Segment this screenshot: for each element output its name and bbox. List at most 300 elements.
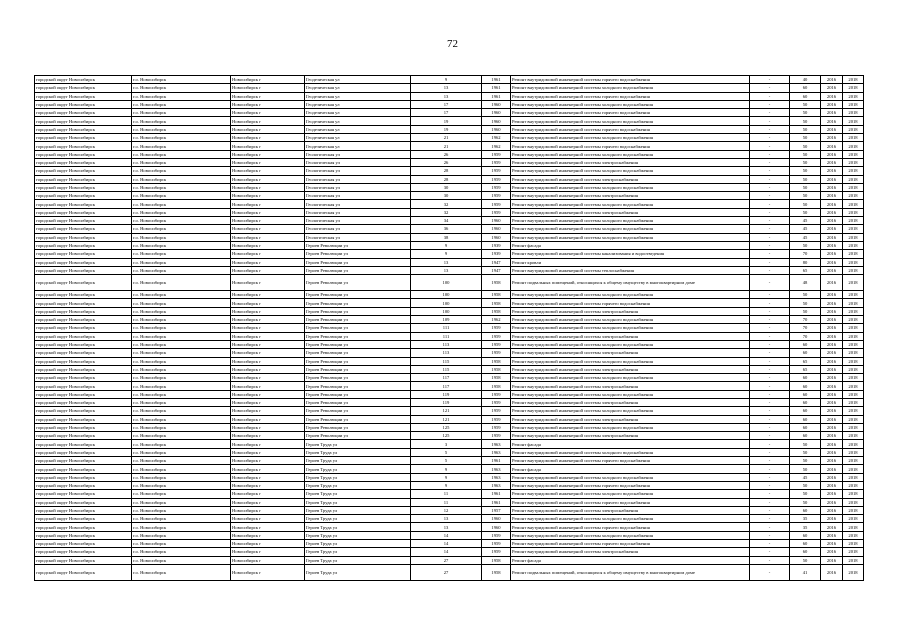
end-year-cell: 2018 xyxy=(843,340,864,348)
end-year-cell: 2018 xyxy=(843,225,864,233)
dash-cell: - xyxy=(750,150,790,158)
city-cell: Новосибирск г xyxy=(231,564,305,580)
municipality-cell: г.о. Новосибирск xyxy=(132,291,231,299)
table-row xyxy=(35,457,864,465)
end-year-cell: 2018 xyxy=(843,117,864,125)
value-cell: 50 xyxy=(790,465,821,473)
table-row xyxy=(35,506,864,514)
start-year-cell: 2016 xyxy=(821,266,843,274)
house-number-cell: 30 xyxy=(411,183,482,191)
dash-cell: - xyxy=(750,84,790,92)
city-cell: Новосибирск г xyxy=(231,266,305,274)
table-row xyxy=(35,324,864,332)
municipality-cell: г.о. Новосибирск xyxy=(132,241,231,249)
end-year-cell: 2018 xyxy=(843,183,864,191)
start-year-cell: 2016 xyxy=(821,183,843,191)
work-type-cell: Ремонт внутридомовой инженерной системы электроснабжения xyxy=(511,415,750,423)
table-row xyxy=(35,109,864,117)
end-year-cell: 2018 xyxy=(843,556,864,564)
work-type-cell: Ремонт кровли xyxy=(511,258,750,266)
value-cell: 60 xyxy=(790,548,821,556)
work-type-cell: Ремонт внутридомовой инженерной системы электроснабжения xyxy=(511,175,750,183)
municipality-cell: г.о. Новосибирск xyxy=(132,506,231,514)
start-year-cell: 2016 xyxy=(821,498,843,506)
street-cell: Геологическая ул xyxy=(305,175,411,183)
street-cell: Героев Революции ул xyxy=(305,357,411,365)
start-year-cell: 2016 xyxy=(821,506,843,514)
value-cell: 70 xyxy=(790,332,821,340)
table-row xyxy=(35,465,864,473)
municipality-cell: г.о. Новосибирск xyxy=(132,374,231,382)
city-cell: Новосибирск г xyxy=(231,208,305,216)
capital-repair-table xyxy=(34,75,864,581)
table-row xyxy=(35,432,864,440)
end-year-cell: 2018 xyxy=(843,332,864,340)
end-year-cell: 2018 xyxy=(843,134,864,142)
street-cell: Геодезическая ул xyxy=(305,84,411,92)
build-year-cell: 1961 xyxy=(482,84,511,92)
district-cell: городской округ Новосибирск xyxy=(35,100,132,108)
table-row xyxy=(35,125,864,133)
city-cell: Новосибирск г xyxy=(231,398,305,406)
district-cell: городской округ Новосибирск xyxy=(35,200,132,208)
district-cell: городской округ Новосибирск xyxy=(35,125,132,133)
district-cell: городской округ Новосибирск xyxy=(35,291,132,299)
city-cell: Новосибирск г xyxy=(231,192,305,200)
municipality-cell: г.о. Новосибирск xyxy=(132,200,231,208)
work-type-cell: Ремонт внутридомовой инженерной системы холодного водоснабжения xyxy=(511,531,750,539)
house-number-cell: 115 xyxy=(411,365,482,373)
start-year-cell: 2016 xyxy=(821,365,843,373)
district-cell: городской округ Новосибирск xyxy=(35,382,132,390)
house-number-cell: 32 xyxy=(411,200,482,208)
dash-cell: - xyxy=(750,498,790,506)
house-number-cell: 121 xyxy=(411,415,482,423)
value-cell: 50 xyxy=(790,200,821,208)
house-number-cell: 5 xyxy=(411,448,482,456)
start-year-cell: 2016 xyxy=(821,117,843,125)
district-cell: городской округ Новосибирск xyxy=(35,134,132,142)
work-type-cell: Ремонт фасада xyxy=(511,440,750,448)
end-year-cell: 2018 xyxy=(843,275,864,291)
work-type-cell: Ремонт внутридомовой инженерной системы холодного водоснабжения xyxy=(511,473,750,481)
work-type-cell: Ремонт внутридомовой инженерной системы теплоснабжения xyxy=(511,266,750,274)
start-year-cell: 2016 xyxy=(821,217,843,225)
street-cell: Героев Революции ул xyxy=(305,398,411,406)
start-year-cell: 2016 xyxy=(821,258,843,266)
start-year-cell: 2016 xyxy=(821,291,843,299)
dash-cell: - xyxy=(750,523,790,531)
house-number-cell: 28 xyxy=(411,167,482,175)
city-cell: Новосибирск г xyxy=(231,84,305,92)
table-row xyxy=(35,299,864,307)
municipality-cell: г.о. Новосибирск xyxy=(132,109,231,117)
value-cell: 50 xyxy=(790,457,821,465)
street-cell: Героев Труда ул xyxy=(305,481,411,489)
district-cell: городской округ Новосибирск xyxy=(35,266,132,274)
start-year-cell: 2016 xyxy=(821,548,843,556)
city-cell: Новосибирск г xyxy=(231,349,305,357)
end-year-cell: 2018 xyxy=(843,498,864,506)
house-number-cell: 14 xyxy=(411,531,482,539)
district-cell: городской округ Новосибирск xyxy=(35,515,132,523)
build-year-cell: 1959 xyxy=(482,200,511,208)
build-year-cell: 1959 xyxy=(482,423,511,431)
street-cell: Героев Революции ул xyxy=(305,340,411,348)
city-cell: Новосибирск г xyxy=(231,423,305,431)
start-year-cell: 2016 xyxy=(821,515,843,523)
start-year-cell: 2016 xyxy=(821,415,843,423)
city-cell: Новосибирск г xyxy=(231,432,305,440)
end-year-cell: 2018 xyxy=(843,266,864,274)
district-cell: городской округ Новосибирск xyxy=(35,390,132,398)
work-type-cell: Ремонт внутридомовой инженерной системы горячего водоснабжения xyxy=(511,540,750,548)
build-year-cell: 1960 xyxy=(482,100,511,108)
street-cell: Геодезическая ул xyxy=(305,134,411,142)
district-cell: городской округ Новосибирск xyxy=(35,258,132,266)
start-year-cell: 2016 xyxy=(821,481,843,489)
municipality-cell: г.о. Новосибирск xyxy=(132,316,231,324)
district-cell: городской округ Новосибирск xyxy=(35,307,132,315)
dash-cell: - xyxy=(750,440,790,448)
end-year-cell: 2018 xyxy=(843,390,864,398)
value-cell: 70 xyxy=(790,250,821,258)
table-row xyxy=(35,531,864,539)
dash-cell: - xyxy=(750,134,790,142)
city-cell: Новосибирск г xyxy=(231,92,305,100)
value-cell: 50 xyxy=(790,192,821,200)
house-number-cell: 36 xyxy=(411,225,482,233)
house-number-cell: 19 xyxy=(411,125,482,133)
start-year-cell: 2016 xyxy=(821,473,843,481)
end-year-cell: 2018 xyxy=(843,76,864,84)
end-year-cell: 2018 xyxy=(843,523,864,531)
build-year-cell: 1958 xyxy=(482,307,511,315)
end-year-cell: 2018 xyxy=(843,440,864,448)
street-cell: Героев Революции ул xyxy=(305,266,411,274)
start-year-cell: 2016 xyxy=(821,390,843,398)
street-cell: Геологическая ул xyxy=(305,217,411,225)
dash-cell: - xyxy=(750,100,790,108)
table-row xyxy=(35,332,864,340)
dash-cell: - xyxy=(750,556,790,564)
work-type-cell: Ремонт внутридомовой инженерной системы холодного водоснабжения xyxy=(511,84,750,92)
end-year-cell: 2018 xyxy=(843,192,864,200)
table-row xyxy=(35,307,864,315)
value-cell: 60 xyxy=(790,390,821,398)
municipality-cell: г.о. Новосибирск xyxy=(132,258,231,266)
work-type-cell: Ремонт внутридомовой инженерной системы электроснабжения xyxy=(511,382,750,390)
street-cell: Героев Труда ул xyxy=(305,556,411,564)
street-cell: Героев Революции ул xyxy=(305,299,411,307)
table-row xyxy=(35,92,864,100)
house-number-cell: 21 xyxy=(411,134,482,142)
value-cell: 60 xyxy=(790,84,821,92)
municipality-cell: г.о. Новосибирск xyxy=(132,465,231,473)
build-year-cell: 1959 xyxy=(482,398,511,406)
start-year-cell: 2016 xyxy=(821,457,843,465)
district-cell: городской округ Новосибирск xyxy=(35,225,132,233)
build-year-cell: 1963 xyxy=(482,448,511,456)
value-cell: 50 xyxy=(790,241,821,249)
end-year-cell: 2018 xyxy=(843,167,864,175)
house-number-cell: 11 xyxy=(411,498,482,506)
house-number-cell: 109 xyxy=(411,316,482,324)
house-number-cell: 30 xyxy=(411,192,482,200)
end-year-cell: 2018 xyxy=(843,100,864,108)
dash-cell: - xyxy=(750,208,790,216)
house-number-cell: 113 xyxy=(411,349,482,357)
dash-cell: - xyxy=(750,423,790,431)
district-cell: городской округ Новосибирск xyxy=(35,498,132,506)
house-number-cell: 19 xyxy=(411,117,482,125)
district-cell: городской округ Новосибирск xyxy=(35,167,132,175)
municipality-cell: г.о. Новосибирск xyxy=(132,217,231,225)
value-cell: 70 xyxy=(790,324,821,332)
street-cell: Героев Революции ул xyxy=(305,307,411,315)
end-year-cell: 2018 xyxy=(843,158,864,166)
house-number-cell: 11 xyxy=(411,490,482,498)
work-type-cell: Ремонт внутридомовой инженерной системы холодного водоснабжения xyxy=(511,324,750,332)
table-row xyxy=(35,398,864,406)
city-cell: Новосибирск г xyxy=(231,506,305,514)
street-cell: Героев Труда ул xyxy=(305,448,411,456)
municipality-cell: г.о. Новосибирск xyxy=(132,423,231,431)
district-cell: городской округ Новосибирск xyxy=(35,250,132,258)
dash-cell: - xyxy=(750,291,790,299)
value-cell: 70 xyxy=(790,316,821,324)
city-cell: Новосибирск г xyxy=(231,332,305,340)
start-year-cell: 2016 xyxy=(821,200,843,208)
table-row xyxy=(35,481,864,489)
table-row xyxy=(35,556,864,564)
start-year-cell: 2016 xyxy=(821,233,843,241)
work-type-cell: Ремонт внутридомовой инженерной системы горячего водоснабжения xyxy=(511,125,750,133)
work-type-cell: Ремонт внутридомовой инженерной системы горячего водоснабжения xyxy=(511,523,750,531)
house-number-cell: 34 xyxy=(411,217,482,225)
municipality-cell: г.о. Новосибирск xyxy=(132,448,231,456)
city-cell: Новосибирск г xyxy=(231,117,305,125)
municipality-cell: г.о. Новосибирск xyxy=(132,365,231,373)
district-cell: городской округ Новосибирск xyxy=(35,84,132,92)
city-cell: Новосибирск г xyxy=(231,158,305,166)
dash-cell: - xyxy=(750,506,790,514)
district-cell: городской округ Новосибирск xyxy=(35,349,132,357)
build-year-cell: 1959 xyxy=(482,415,511,423)
work-type-cell: Ремонт внутридомовой инженерной системы горячего водоснабжения xyxy=(511,299,750,307)
value-cell: 60 xyxy=(790,423,821,431)
dash-cell: - xyxy=(750,448,790,456)
table-row xyxy=(35,192,864,200)
municipality-cell: г.о. Новосибирск xyxy=(132,382,231,390)
district-cell: городской округ Новосибирск xyxy=(35,241,132,249)
city-cell: Новосибирск г xyxy=(231,76,305,84)
work-type-cell: Ремонт внутридомовой инженерной системы горячего водоснабжения xyxy=(511,142,750,150)
house-number-cell: 26 xyxy=(411,150,482,158)
street-cell: Геодезическая ул xyxy=(305,142,411,150)
municipality-cell: г.о. Новосибирск xyxy=(132,125,231,133)
table-row xyxy=(35,84,864,92)
build-year-cell: 1939 xyxy=(482,241,511,249)
work-type-cell: Ремонт внутридомовой инженерной системы электроснабжения xyxy=(511,398,750,406)
dash-cell: - xyxy=(750,548,790,556)
house-number-cell: 9 xyxy=(411,76,482,84)
work-type-cell: Ремонт внутридомовой инженерной системы холодного водоснабжения xyxy=(511,316,750,324)
district-cell: городской округ Новосибирск xyxy=(35,564,132,580)
city-cell: Новосибирск г xyxy=(231,365,305,373)
end-year-cell: 2018 xyxy=(843,142,864,150)
value-cell: 40 xyxy=(790,76,821,84)
district-cell: городской округ Новосибирск xyxy=(35,540,132,548)
district-cell: городской округ Новосибирск xyxy=(35,531,132,539)
work-type-cell: Ремонт фасада xyxy=(511,241,750,249)
work-type-cell: Ремонт внутридомовой инженерной системы холодного водоснабжения xyxy=(511,448,750,456)
house-number-cell: 117 xyxy=(411,374,482,382)
end-year-cell: 2018 xyxy=(843,423,864,431)
start-year-cell: 2016 xyxy=(821,432,843,440)
table-row xyxy=(35,349,864,357)
table-row xyxy=(35,217,864,225)
house-number-cell: 125 xyxy=(411,423,482,431)
municipality-cell: г.о. Новосибирск xyxy=(132,457,231,465)
table-row xyxy=(35,498,864,506)
value-cell: 50 xyxy=(790,125,821,133)
municipality-cell: г.о. Новосибирск xyxy=(132,398,231,406)
table-row xyxy=(35,258,864,266)
work-type-cell: Ремонт внутридомовой инженерной системы горячего водоснабжения xyxy=(511,109,750,117)
dash-cell: - xyxy=(750,531,790,539)
build-year-cell: 1959 xyxy=(482,167,511,175)
dash-cell: - xyxy=(750,117,790,125)
municipality-cell: г.о. Новосибирск xyxy=(132,117,231,125)
table-body xyxy=(35,76,864,581)
city-cell: Новосибирск г xyxy=(231,167,305,175)
city-cell: Новосибирск г xyxy=(231,175,305,183)
city-cell: Новосибирск г xyxy=(231,457,305,465)
build-year-cell: 1958 xyxy=(482,365,511,373)
house-number-cell: 32 xyxy=(411,208,482,216)
end-year-cell: 2018 xyxy=(843,481,864,489)
build-year-cell: 1958 xyxy=(482,564,511,580)
start-year-cell: 2016 xyxy=(821,84,843,92)
street-cell: Геодезическая ул xyxy=(305,100,411,108)
city-cell: Новосибирск г xyxy=(231,200,305,208)
table-row xyxy=(35,490,864,498)
work-type-cell: Ремонт внутридомовой инженерной системы холодного водоснабжения xyxy=(511,407,750,415)
table-row xyxy=(35,134,864,142)
dash-cell: - xyxy=(750,357,790,365)
district-cell: городской округ Новосибирск xyxy=(35,407,132,415)
district-cell: городской округ Новосибирск xyxy=(35,398,132,406)
street-cell: Геологическая ул xyxy=(305,225,411,233)
house-number-cell: 13 xyxy=(411,515,482,523)
work-type-cell: Ремонт внутридомовой инженерной системы горячего водоснабжения xyxy=(511,481,750,489)
table-row xyxy=(35,357,864,365)
table-row xyxy=(35,142,864,150)
work-type-cell: Ремонт внутридомовой инженерной системы горячего водоснабжения xyxy=(511,76,750,84)
district-cell: городской округ Новосибирск xyxy=(35,473,132,481)
value-cell: 41 xyxy=(790,564,821,580)
municipality-cell: г.о. Новосибирск xyxy=(132,76,231,84)
start-year-cell: 2016 xyxy=(821,208,843,216)
municipality-cell: г.о. Новосибирск xyxy=(132,150,231,158)
municipality-cell: г.о. Новосибирск xyxy=(132,432,231,440)
city-cell: Новосибирск г xyxy=(231,415,305,423)
table-row xyxy=(35,233,864,241)
district-cell: городской округ Новосибирск xyxy=(35,275,132,291)
dash-cell: - xyxy=(750,192,790,200)
build-year-cell: 1959 xyxy=(482,183,511,191)
municipality-cell: г.о. Новосибирск xyxy=(132,92,231,100)
build-year-cell: 1959 xyxy=(482,324,511,332)
street-cell: Героев Революции ул xyxy=(305,291,411,299)
district-cell: городской округ Новосибирск xyxy=(35,233,132,241)
municipality-cell: г.о. Новосибирск xyxy=(132,515,231,523)
dash-cell: - xyxy=(750,365,790,373)
start-year-cell: 2016 xyxy=(821,324,843,332)
table-row xyxy=(35,523,864,531)
table-row xyxy=(35,208,864,216)
dash-cell: - xyxy=(750,158,790,166)
start-year-cell: 2016 xyxy=(821,250,843,258)
house-number-cell: 117 xyxy=(411,382,482,390)
end-year-cell: 2018 xyxy=(843,415,864,423)
street-cell: Героев Труда ул xyxy=(305,473,411,481)
street-cell: Геодезическая ул xyxy=(305,109,411,117)
street-cell: Героев Труда ул xyxy=(305,440,411,448)
house-number-cell: 21 xyxy=(411,142,482,150)
end-year-cell: 2018 xyxy=(843,307,864,315)
city-cell: Новосибирск г xyxy=(231,357,305,365)
municipality-cell: г.о. Новосибирск xyxy=(132,415,231,423)
street-cell: Геологическая ул xyxy=(305,233,411,241)
district-cell: городской округ Новосибирск xyxy=(35,324,132,332)
table-row xyxy=(35,390,864,398)
work-type-cell: Ремонт внутридомовой инженерной системы электроснабжения xyxy=(511,192,750,200)
table-row xyxy=(35,415,864,423)
house-number-cell: 119 xyxy=(411,398,482,406)
street-cell: Геологическая ул xyxy=(305,167,411,175)
build-year-cell: 1960 xyxy=(482,125,511,133)
house-number-cell: 13 xyxy=(411,92,482,100)
house-number-cell: 9 xyxy=(411,465,482,473)
city-cell: Новосибирск г xyxy=(231,515,305,523)
dash-cell: - xyxy=(750,481,790,489)
end-year-cell: 2018 xyxy=(843,217,864,225)
city-cell: Новосибирск г xyxy=(231,217,305,225)
municipality-cell: г.о. Новосибирск xyxy=(132,332,231,340)
city-cell: Новосибирск г xyxy=(231,134,305,142)
district-cell: городской округ Новосибирск xyxy=(35,506,132,514)
municipality-cell: г.о. Новосибирск xyxy=(132,307,231,315)
work-type-cell: Ремонт внутридомовой инженерной системы электроснабжения xyxy=(511,332,750,340)
table-row xyxy=(35,117,864,125)
start-year-cell: 2016 xyxy=(821,275,843,291)
build-year-cell: 1963 xyxy=(482,481,511,489)
start-year-cell: 2016 xyxy=(821,423,843,431)
street-cell: Героев Революции ул xyxy=(305,332,411,340)
value-cell: 50 xyxy=(790,167,821,175)
build-year-cell: 1961 xyxy=(482,498,511,506)
house-number-cell: 9 xyxy=(411,481,482,489)
city-cell: Новосибирск г xyxy=(231,382,305,390)
house-number-cell: 13 xyxy=(411,523,482,531)
dash-cell: - xyxy=(750,332,790,340)
municipality-cell: г.о. Новосибирск xyxy=(132,473,231,481)
city-cell: Новосибирск г xyxy=(231,540,305,548)
value-cell: 50 xyxy=(790,175,821,183)
municipality-cell: г.о. Новосибирск xyxy=(132,167,231,175)
